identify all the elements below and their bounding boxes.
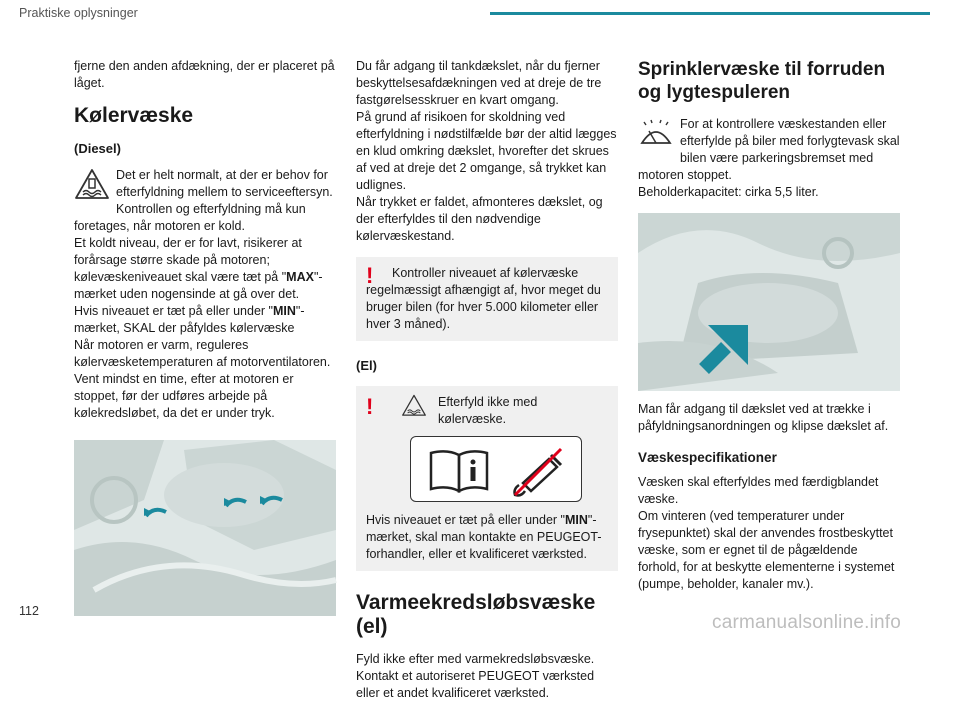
coolant-p4: Hvis niveauet er tæt på eller under "MIN"-mærket, SKAL der påfyldes kølervæske bbox=[74, 304, 305, 335]
column-2 bbox=[356, 58, 618, 702]
heating-p2: Kontakt et autoriseret PEUGEOT værksted eller et andet kvalificeret værksted. bbox=[356, 669, 595, 700]
fluid-spec-heading: Væskespecifikationer bbox=[638, 450, 777, 465]
el-min-text: Hvis niveauet er tæt på eller under "MIN"-mærket, skal man kontakte en PEUGEOT-forhandler, eller et kvalificeret værksted. bbox=[366, 513, 602, 561]
coolant-warning-icon bbox=[400, 394, 428, 418]
coolant-check-notice bbox=[356, 257, 618, 341]
heating-fluid-heading: Varmeekredsløbsvæske (el) bbox=[356, 591, 596, 638]
tank-cap-p2: På grund af risikoen for skoldning ved efterfyldning i nødstilfælde bør der altid lægges en klud omkring dækslet, hvorefter det skrues af ved at dreje det 2 omgange, så trykket kan udlignes. bbox=[356, 110, 617, 192]
coolant-p3: Et koldt niveau, der er for lavt, risikerer at forårsage større skade på motoren; kølevæskeniveauet skal være tæt på "MAX"-mærket uden nogensinde at gå over det. bbox=[74, 236, 323, 301]
pictogram-box bbox=[410, 436, 582, 502]
el-subheading: (El) bbox=[356, 358, 377, 373]
exclamation-icon: ! bbox=[366, 263, 374, 288]
engine-coolant-photo bbox=[74, 440, 336, 616]
coolant-p1: Det er helt normalt, at der er behov for efterfyldning mellem to serviceeftersyn. bbox=[116, 168, 333, 199]
notice-text: Kontroller niveauet af kølervæske regelmæssigt afhængigt af, hvor meget du bruger bilen (for hver 5.000 kilometer eller hver 3 måned). bbox=[366, 266, 601, 331]
coolant-paragraph bbox=[74, 167, 336, 422]
spec-p2: Om vinteren (ved temperaturer under frysepunktet) skal der anvendes frostbeskyttet væske, som er egnet til de pågældende forhold, for at beskytte elementerne i systemet (pumpe, beholder, kanaler mv.). bbox=[638, 509, 895, 591]
washer-p1: For at kontrollere væskestanden eller efterfylde på biler med forlygtevask skal bilen være parkeringsbremset med motoren stoppet. bbox=[638, 117, 900, 182]
washer-caption: Man får adgang til dækslet ved at trække i påfyldningsanordningen og klipse dækslet af. bbox=[638, 402, 889, 433]
washer-reservoir-photo bbox=[638, 213, 900, 391]
column-1 bbox=[74, 58, 336, 616]
exclamation-icon: ! bbox=[366, 394, 374, 419]
coolant-p5: Når motoren er varm, reguleres kølervæsketemperaturen af motorventilatoren. bbox=[74, 338, 331, 369]
header-accent-bar bbox=[490, 12, 930, 15]
column-3 bbox=[638, 58, 900, 593]
tank-cap-p3: Når trykket er faldet, afmonteres dækslet, og der efterfyldes til den nødvendige kølervæskestand. bbox=[356, 195, 603, 243]
el-coolant-notice bbox=[356, 386, 618, 571]
manual-book-icon bbox=[431, 451, 487, 491]
coolant-heading: Kølervæske bbox=[74, 104, 194, 127]
no-refill-text: Efterfyld ikke med kølervæske. bbox=[438, 395, 538, 426]
tank-cap-p1: Du får adgang til tankdækslet, når du fjerner beskyttelsesafdækningen ved at dreje de tre fastgørelsesskruer en kvart omgang. bbox=[356, 59, 602, 107]
spec-p1: Væsken skal efterfyldes med færdigblandet væske. bbox=[638, 475, 879, 506]
coolant-p6: Vent mindst en time, efter at motoren er stoppet, før der udføres arbejde på kølekredsløbet, da det er under tryk. bbox=[74, 372, 294, 420]
watermark: carmanualsonline.info bbox=[712, 612, 902, 633]
washer-p2: Beholderkapacitet: cirka 5,5 liter. bbox=[638, 185, 819, 199]
diesel-subheading: (Diesel) bbox=[74, 141, 121, 156]
heating-p1: Fyld ikke efter med varmekredsløbsvæske. bbox=[356, 652, 595, 666]
coolant-warning-icon bbox=[74, 168, 110, 202]
no-refill-icon bbox=[515, 449, 562, 496]
intro-text: fjerne den anden afdækning, der er placeret på låget. bbox=[74, 59, 335, 90]
washer-paragraph bbox=[638, 116, 900, 201]
washer-heading: Sprinklervæske til forruden og lygtespuleren bbox=[638, 59, 886, 103]
coolant-p2: Kontrollen og efterfyldning må kun foretages, når motoren er kold. bbox=[74, 202, 306, 233]
page-number: 112 bbox=[19, 604, 39, 618]
washer-fluid-icon bbox=[638, 117, 674, 151]
page-header-title: Praktiske oplysninger bbox=[19, 6, 138, 20]
